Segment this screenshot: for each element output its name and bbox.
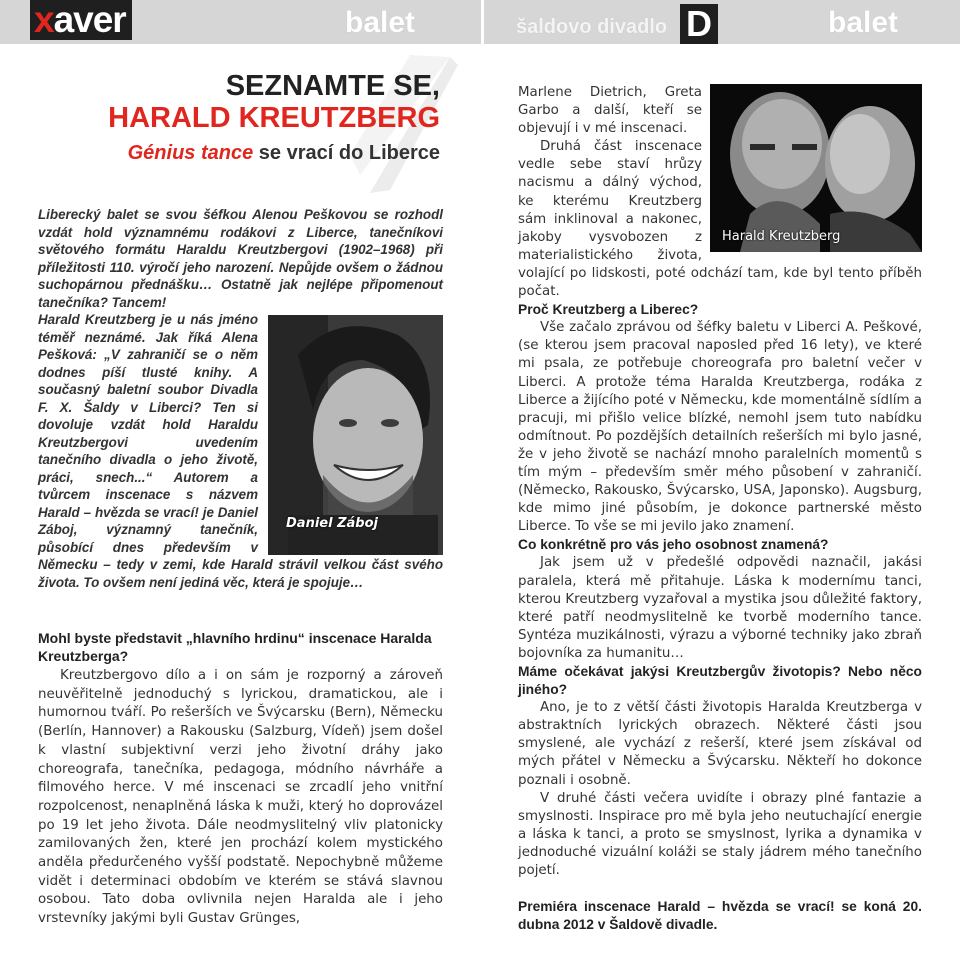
venue-logo: D [680, 4, 718, 44]
section-label-left: balet [345, 6, 416, 39]
premiere-note: Premiéra inscenace Harald – hvězda se vrací! se koná 20. dubna 2012 v Šaldově divadle. [518, 899, 922, 933]
photo-harald-kreutzberg [710, 84, 922, 252]
title-line-1: SEZNAMTE SE, [225, 70, 440, 102]
question-4: Máme očekávat jakýsi Kreutzbergův životopis? Nebo něco jiného? [518, 664, 922, 698]
section-label-right: balet [828, 6, 899, 39]
right-continuation: Marlene Dietrich, Greta Garbo a další, kteří se objevují i v mé inscenaci. [518, 85, 702, 137]
right-para-2: Druhá část inscenace vedle sebe staví hrůzy nacismu a dálný východ, ke kterému Kreutzberg sám inklinoval a nakonec, jakoby vysvobozen z materialistického života, volající po lidskosti, poté odchází tam, kde byl tento příběh počat. [518, 139, 922, 300]
xaver-logo: xaver [30, 0, 132, 40]
answer-2: Vše začalo zprávou od šéfky baletu v Liberci A. Peškové, (se kterou jsem pracoval naposled před 16 lety), ve které mi psala, ze potřebuje choreografa pro baletní večer v Liberci. A protože téma Haralda Kreutzberga, rodáka z Liberce a žijícího poté v Německu, kde momentálně sídlím a pracuji, mi přišlo velice blízké, nemohl jsem tuto nabídku odmítnout. Po pozdějších detailních rešerších mi bylo jasné, že v jeho životě se nachází mnoho paralelních momentů s tím mým – především směr mého působení v zahraničí. (Německo, Rakousko, Švýcarsko, USA, Japonsko). Augsburg, kde mimo jiné působím, je dokonce partnerské město Liberce. To vše se mi jevilo jako znamení. [518, 320, 922, 535]
answer-5: V druhé části večera uvidíte i obrazy plné fantazie a smyslnosti. Inspirace pro mě byla jeho neutuchající energie a láska k tanci, a proto se smyslnost, lyrika a dynamika v jednoduché vizuální koláži se staly jádrem mého tanečního pojetí. [518, 790, 922, 879]
question-2: Proč Kreutzberg a Liberec? [518, 302, 699, 318]
left-answer [38, 667, 443, 929]
answer-4: Ano, je to z větší části životopis Haralda Kreutzberga v abstraktních lyrických obrazech. Některé části jsou smyslené, ale vychází z rešerší, které jsem získával od mých přátel v Německu a Švýcarsku. Někteří ho dokonce poznali i osobně. [518, 700, 922, 788]
photo-caption-daniel: Daniel Záboj [286, 516, 378, 531]
venue-label: šaldovo divadlo [516, 16, 668, 38]
intro-body: Harald Kreutzberg je u nás jméno téměř neznámé. Jak říká Alena Pešková: „V zahraničí se o něm dodnes píší tlusté knihy. A současný baletní soubor Divadla F. X. Šaldy v Liberci? Ten si dovoluje vzdát hold Haraldu Kreutzbergovi uvedením tanečního divadla o jeho životě, práci, snech...“ Autorem a tvůrcem inscenace s názvem Harald – hvězda se vrací! je Daniel Záboj, významný tanečník, působící dnes především v Německu – tedy v zemi, kde Harald strávil velkou část svého života. To ovšem není jediná věc, která je spojuje… [38, 312, 443, 590]
answer-1: Kreutzbergovo dílo a i on sám je rozporný a zároveň neuvěřitelně jednoduchý s lyrickou, dramatickou, ale i humornou tváří. Po rešerších ve Švýcarsku (Bern), Německu (Berlín, Hannover) a Rakousku (Salzburg, Vídeň) jsem došel k vlastní subjektivní verzi jeho životní dráhy jako choreografa, tanečníka, pedagoga, módního návrháře a filmového herce. V mé inscenaci se zrcadlí jeho vnitřní rozpolcenost, nenaplněná láska k muži, který ho doprovázel po 19 let jeho života. Dále neodmyslitelný vliv platonicky zamilovaných žen, které jen prochází kolem mystického anděla předurčeného vyšší podstatě. Nepochybně můžeme vidět i determinaci obdobím ve kterém se stává slavnou osobou. Tato doba ovlivnila nejen Haralda ale i jeho vrstevníky jakými byli Gustav Grünges, [38, 668, 443, 927]
photo-caption-harald: Harald Kreutzberg [722, 229, 841, 244]
intro-lead: Liberecký balet se svou šéfkou Alenou Peškovou se rozhodl vzdát hold významnému rodákovi z Liberce, tanečníkovi světového formátu Haraldu Kreutzbergovi (1902–1968) při příležitosti 110. výročí jeho narození. Nepůjde ovšem o žádnou suchopárnou přednášku… Ostatně jak nejlépe připomenout tanečníka? Tancem! [38, 207, 443, 310]
title-line-2: HARALD KREUTZBERG [108, 102, 440, 134]
photo-daniel-zaboj [268, 315, 443, 555]
article-title-block [38, 70, 440, 166]
portrait-image [710, 84, 922, 252]
intro-text [38, 206, 443, 591]
answer-3: Jak jsem už v předešlé odpovědi naznačil, jakási paralela, která mě přitahuje. Láska k modernímu tanci, kterou Kreutzberg vyzařoval a mystika jsou důležité faktory, které patří neodmyslitelně ke tvorbě moderního tance. Syntéza muzikálnosti, výrazu a výborné techniky jako zbraň bojovníka za humanitu… [518, 555, 922, 661]
subtitle: Génius tance se vrací do Liberce [127, 142, 440, 164]
question-3: Co konkrétně pro vás jeho osobnost znamená? [518, 537, 829, 553]
top-bar [0, 0, 960, 44]
question-1: Mohl byste představit „hlavního hrdinu“ inscenace Haralda Kreutzberga? [38, 630, 432, 664]
right-column [518, 84, 922, 934]
header-divider [481, 0, 484, 44]
